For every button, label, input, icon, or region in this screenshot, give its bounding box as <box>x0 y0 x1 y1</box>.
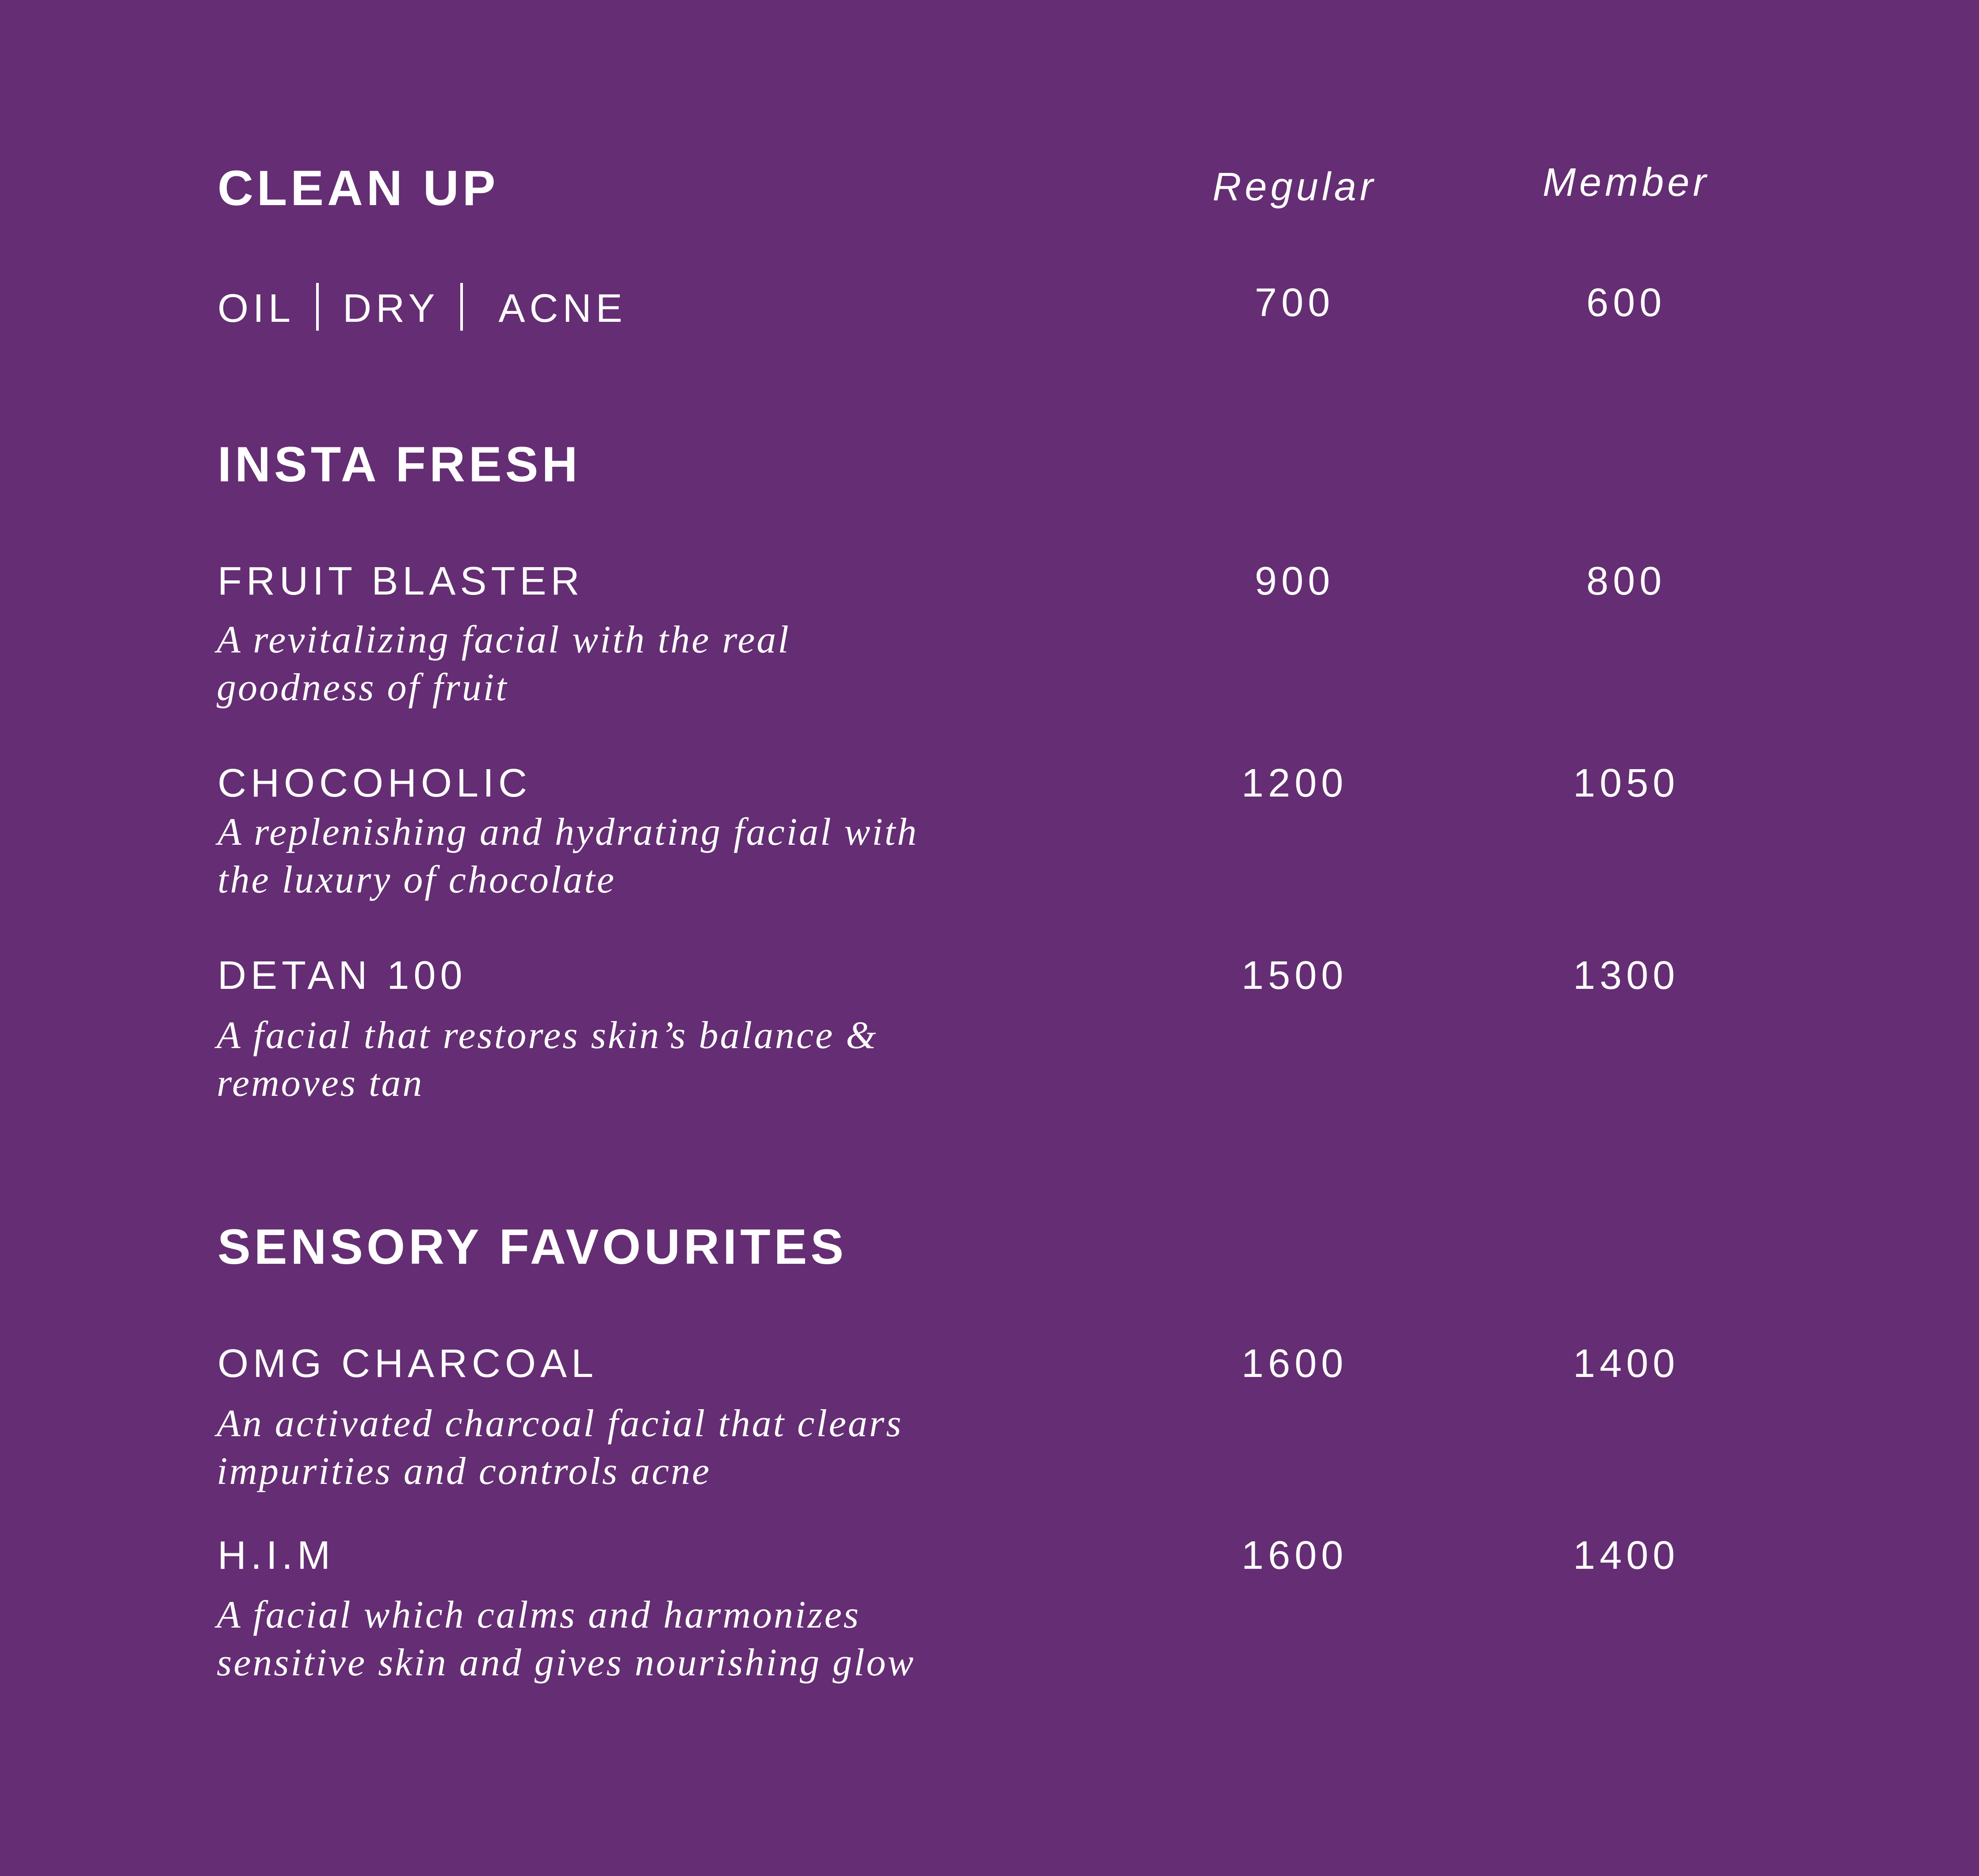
price-member: 800 <box>1586 559 1666 603</box>
price-member: 600 <box>1586 281 1666 325</box>
price-member: 1050 <box>1573 761 1680 805</box>
description-line: goodness of fruit <box>217 666 508 709</box>
price-regular: 900 <box>1254 559 1335 603</box>
item-name-detan-100: DETAN 100 <box>218 953 467 998</box>
divider <box>460 283 463 331</box>
description-line: removes tan <box>217 1062 424 1105</box>
item-description <box>217 1591 924 1687</box>
price-regular: 1600 <box>1241 1342 1348 1386</box>
price-member: 1300 <box>1573 953 1680 998</box>
skin-type-acne: ACNE <box>498 286 627 331</box>
item-name-fruit-blaster: FRUIT BLASTER <box>218 559 584 603</box>
item-description <box>217 616 924 712</box>
price-member: 1400 <box>1573 1342 1680 1386</box>
description-line: An activated charcoal facial that clears <box>217 1402 903 1445</box>
description-line: the luxury of chocolate <box>218 858 616 901</box>
description-line: impurities and controls acne <box>217 1450 711 1493</box>
price-regular: 1500 <box>1241 953 1348 998</box>
skin-type-oil: OIL <box>218 286 295 331</box>
column-header-member: Member <box>1542 160 1710 205</box>
price-member: 1400 <box>1573 1533 1680 1578</box>
price-regular: 1200 <box>1241 761 1348 805</box>
description-line: A facial that restores skin’s balance & <box>217 1014 878 1057</box>
item-name-omg-charcoal: OMG CHARCOAL <box>218 1342 598 1386</box>
description-line: A revitalizing facial with the real <box>217 618 791 661</box>
item-name-chocoholic: CHOCOHOLIC <box>218 761 532 805</box>
item-description <box>217 1400 924 1495</box>
section-title-sensory-favourites: SENSORY FAVOURITES <box>218 1219 847 1274</box>
item-description <box>218 808 925 904</box>
section-title-clean-up: CLEAN UP <box>218 160 499 216</box>
description-line: sensitive skin and gives nourishing glow <box>217 1641 916 1684</box>
description-line: A replenishing and hydrating facial with <box>218 811 919 854</box>
skin-type-dry: DRY <box>343 286 439 331</box>
item-description <box>217 1012 924 1107</box>
divider <box>316 283 319 331</box>
price-regular: 1600 <box>1241 1533 1348 1578</box>
column-header-regular: Regular <box>1212 165 1377 209</box>
item-name-him: H.I.M <box>218 1533 335 1578</box>
price-regular: 700 <box>1254 281 1335 325</box>
section-title-insta-fresh: INSTA FRESH <box>218 437 581 492</box>
description-line: A facial which calms and harmonizes <box>217 1594 860 1636</box>
item-name-clean-up <box>218 283 627 331</box>
